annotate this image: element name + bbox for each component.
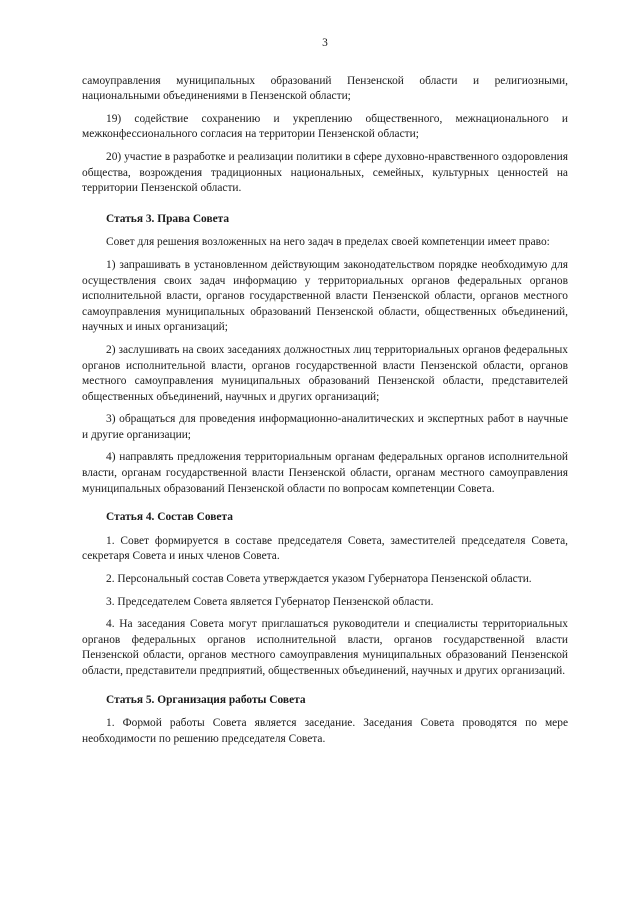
article-5-heading: Статья 5. Организация работы Совета (106, 693, 306, 706)
article-3-intro: Совет для решения возложенных на него задач в пределах своей компетенции имеет право: (106, 236, 550, 249)
list-item-19: 19) содействие сохранению и укреплению общественного, межнационального и межконфессионального согласия на территории Пензенской области; (82, 112, 568, 141)
article-3-item-3: 3) обращаться для проведения информационно-аналитических и экспертных работ в научные и другие организации; (82, 413, 568, 441)
page-number: 3 (322, 37, 328, 49)
article-4-item-1: 1. Совет формируется в составе председателя Совета, заместителей председателя Совета, секретаря Совета и иных членов Совета. (82, 534, 568, 563)
article-4-item-4: 4. На заседания Совета могут приглашаться руководители и специалисты территориальных органов федеральных органов исполнительной власти, органов государственной власти Пензенской области, органов местного самоуправления муниципальных образований Пензенской области, представители предприятий, общественных объединений, научных и других организаций. (82, 618, 568, 677)
article-5-item-1: 1. Формой работы Совета является заседание. Заседания Совета проводятся по мере необходимости по решению председателя Совета. (82, 717, 568, 745)
article-3-item-4: 4) направлять предложения территориальным органам федеральных органов исполнительной власти, органам государственной власти Пензенской области, органам местного самоуправления муниципальных образований Пензенской области по вопросам компетенции Совета. (82, 451, 568, 495)
article-4-item-2: 2. Персональный состав Совета утверждается указом Губернатора Пензенской области. (106, 573, 532, 586)
article-3-item-2: 2) заслушивать на своих заседаниях должностных лиц территориальных органов федеральных органов исполнительной власти, органов государственной власти Пензенской области, органов местного самоуправления муниципальных образований Пензенской области, представителей общественных объединений, научных и других организаций; (82, 343, 568, 403)
document-page (82, 36, 568, 754)
article-3-heading: Статья 3. Права Совета (106, 212, 230, 225)
paragraph-continued: самоуправления муниципальных образований Пензенской области и религиозными, национальными объединениями в Пензенской области; (82, 74, 568, 103)
article-4-item-3: 3. Председателем Совета является Губернатор Пензенской области. (106, 595, 434, 608)
article-3-item-1: 1) запрашивать в установленном действующим законодательством порядке необходимую для осуществления своих задач информацию у территориальных органов федеральных органов исполнительной власти, органов государственной власти Пензенской области, органов местного самоуправления муниципальных образований Пензенской области, общественных объединений, научных и иных организаций; (82, 258, 568, 334)
list-item-20: 20) участие в разработке и реализации политики в сфере духовно-нравственного оздоровления общества, возрождения традиционных национальных, семейных, культурных ценностей на территории Пензенской области. (82, 150, 568, 195)
article-4-heading: Статья 4. Состав Совета (106, 511, 233, 524)
